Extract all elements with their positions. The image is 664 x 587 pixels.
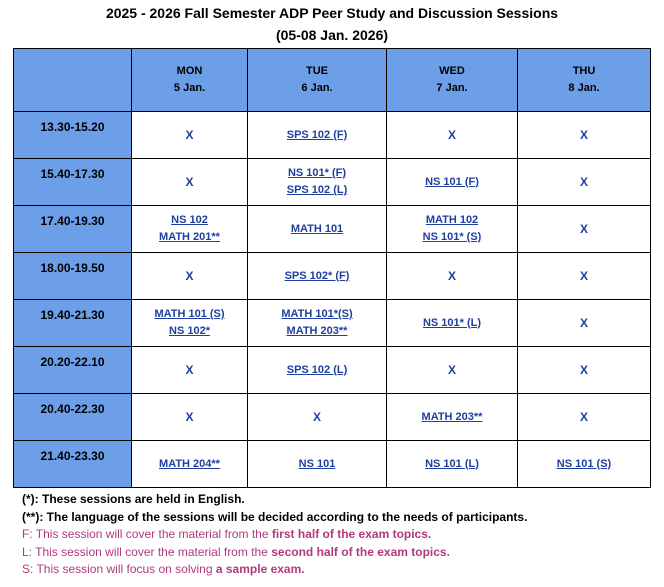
- time-slot-cell: [14, 347, 132, 394]
- session-cell-mon: [132, 206, 248, 253]
- session-link[interactable]: NS 101 (L): [425, 457, 479, 470]
- no-session-mark: X: [185, 268, 194, 283]
- session-link[interactable]: NS 101* (F): [287, 167, 347, 179]
- session-link[interactable]: MATH 101*(S): [281, 308, 353, 320]
- session-link[interactable]: SPS 102 (L): [286, 363, 348, 376]
- day-header-wed: [387, 49, 518, 112]
- session-link[interactable]: MATH 101: [290, 222, 344, 235]
- session-cell-wed: [387, 300, 518, 347]
- time-slot-cell: [14, 441, 132, 488]
- corner-cell: [14, 49, 132, 112]
- no-session-mark: X: [579, 409, 588, 424]
- note-second-half: [22, 544, 527, 562]
- session-cell-wed: [387, 394, 518, 441]
- session-link[interactable]: MATH 204**: [159, 457, 220, 470]
- session-link[interactable]: MATH 101 (S): [154, 308, 225, 320]
- page-title: 2025 - 2026 Fall Semester ADP Peer Study and Discussion Sessions: [105, 5, 559, 21]
- no-session-mark: X: [447, 127, 456, 142]
- session-cell-thu: [518, 347, 651, 394]
- day-name: THU: [572, 65, 596, 77]
- session-cell-thu: [518, 112, 651, 159]
- no-session-mark: X: [579, 315, 588, 330]
- no-session-mark: X: [579, 268, 588, 283]
- day-date: 7 Jan.: [436, 82, 468, 94]
- session-cell-thu: [518, 441, 651, 488]
- page-subtitle-dates: (05-08 Jan. 2026): [275, 27, 389, 43]
- no-session-mark: X: [579, 221, 588, 236]
- session-cell-wed: [387, 112, 518, 159]
- session-cell-wed: [387, 159, 518, 206]
- day-header-tue: [248, 49, 387, 112]
- no-session-mark: X: [579, 362, 588, 377]
- schedule-table: [13, 48, 651, 488]
- note-sample-exam-bold: a sample exam.: [215, 562, 305, 576]
- session-cell-mon: [132, 253, 248, 300]
- note-english: (*): These sessions are held in English.: [22, 492, 245, 506]
- note-first-half: [22, 526, 527, 544]
- session-cell-tue: [248, 441, 387, 488]
- no-session-mark: X: [185, 409, 194, 424]
- table-row: [14, 347, 651, 394]
- time-slot-label: 15.40-17.30: [40, 167, 105, 181]
- session-cell-mon: [132, 441, 248, 488]
- session-cell-tue: [248, 112, 387, 159]
- time-slot-cell: [14, 253, 132, 300]
- time-slot-cell: [14, 394, 132, 441]
- no-session-mark: X: [185, 174, 194, 189]
- session-cell-wed: [387, 253, 518, 300]
- no-session-mark: X: [185, 362, 194, 377]
- session-cell-thu: [518, 300, 651, 347]
- session-cell-mon: [132, 300, 248, 347]
- legend-notes: [22, 491, 527, 579]
- table-row: [14, 253, 651, 300]
- schedule-body: [14, 112, 651, 488]
- time-slot-cell: [14, 300, 132, 347]
- time-slot-label: 19.40-21.30: [40, 308, 105, 322]
- time-slot-label: 18.00-19.50: [40, 261, 105, 275]
- session-cell-tue: [248, 300, 387, 347]
- note-second-half-bold: second half of the exam topics.: [271, 544, 450, 559]
- session-cell-tue: [248, 347, 387, 394]
- session-cell-mon: [132, 112, 248, 159]
- session-cell-wed: [387, 347, 518, 394]
- session-cell-wed: [387, 206, 518, 253]
- day-header-thu: [518, 49, 651, 112]
- session-cell-tue: [248, 206, 387, 253]
- table-row: [14, 112, 651, 159]
- session-link[interactable]: MATH 102: [425, 214, 479, 226]
- session-link[interactable]: SPS 102 (L): [286, 184, 348, 196]
- table-row: [14, 441, 651, 488]
- session-cell-thu: [518, 253, 651, 300]
- session-cell-tue: [248, 159, 387, 206]
- time-slot-label: 20.40-22.30: [40, 402, 105, 416]
- session-link[interactable]: MATH 201**: [159, 231, 220, 243]
- day-date: 5 Jan.: [173, 82, 206, 94]
- note-first-half-bold: first half of the exam topics.: [271, 527, 432, 541]
- session-link[interactable]: SPS 102 (F): [286, 128, 348, 141]
- time-slot-label: 20.20-22.10: [40, 355, 105, 369]
- note-language: (**): The language of the sessions will be decided according to the needs of participants.: [22, 509, 528, 524]
- session-link[interactable]: NS 101* (S): [422, 231, 482, 243]
- time-slot-cell: [14, 159, 132, 206]
- no-session-mark: X: [447, 362, 456, 377]
- session-cell-mon: [132, 394, 248, 441]
- session-cell-tue: [248, 253, 387, 300]
- no-session-mark: X: [579, 174, 588, 189]
- note-second-half-prefix: L: This session will cover the material from the: [22, 544, 272, 559]
- session-link[interactable]: MATH 203**: [286, 325, 348, 337]
- table-row: [14, 159, 651, 206]
- session-link[interactable]: NS 101 (S): [556, 457, 612, 470]
- day-name: WED: [439, 65, 465, 77]
- note-sample-exam: [22, 561, 527, 579]
- session-cell-thu: [518, 206, 651, 253]
- session-link[interactable]: SPS 102* (F): [284, 269, 350, 282]
- day-header-mon: [132, 49, 248, 112]
- day-name: TUE: [306, 65, 328, 77]
- time-slot-label: 21.40-23.30: [40, 449, 105, 463]
- session-cell-mon: [132, 159, 248, 206]
- note-sample-exam-prefix: S: This session will focus on solving: [22, 562, 216, 576]
- table-row: [14, 206, 651, 253]
- no-session-mark: X: [312, 409, 321, 424]
- day-name: MON: [176, 65, 203, 77]
- table-row: [14, 300, 651, 347]
- session-cell-thu: [518, 159, 651, 206]
- session-link[interactable]: NS 101: [298, 457, 336, 470]
- time-slot-cell: [14, 206, 132, 253]
- day-date: 8 Jan.: [568, 82, 600, 94]
- no-session-mark: X: [185, 127, 194, 142]
- session-cell-tue: [248, 394, 387, 441]
- session-link[interactable]: NS 102*: [169, 325, 210, 337]
- time-slot-cell: [14, 112, 132, 159]
- session-cell-mon: [132, 347, 248, 394]
- table-row: [14, 394, 651, 441]
- no-session-mark: X: [579, 127, 588, 142]
- time-slot-label: 17.40-19.30: [40, 214, 105, 228]
- session-cell-wed: [387, 441, 518, 488]
- no-session-mark: X: [447, 268, 456, 283]
- session-link[interactable]: NS 102: [171, 214, 208, 226]
- session-cell-thu: [518, 394, 651, 441]
- note-first-half-prefix: F: This session will cover the material from the: [22, 527, 272, 541]
- session-link[interactable]: NS 101 (F): [425, 175, 479, 188]
- session-link[interactable]: NS 101* (L): [422, 316, 482, 329]
- day-date: 6 Jan.: [301, 82, 333, 94]
- header-row: [14, 49, 651, 112]
- session-link[interactable]: MATH 203**: [421, 410, 483, 423]
- time-slot-label: 13.30-15.20: [40, 120, 105, 134]
